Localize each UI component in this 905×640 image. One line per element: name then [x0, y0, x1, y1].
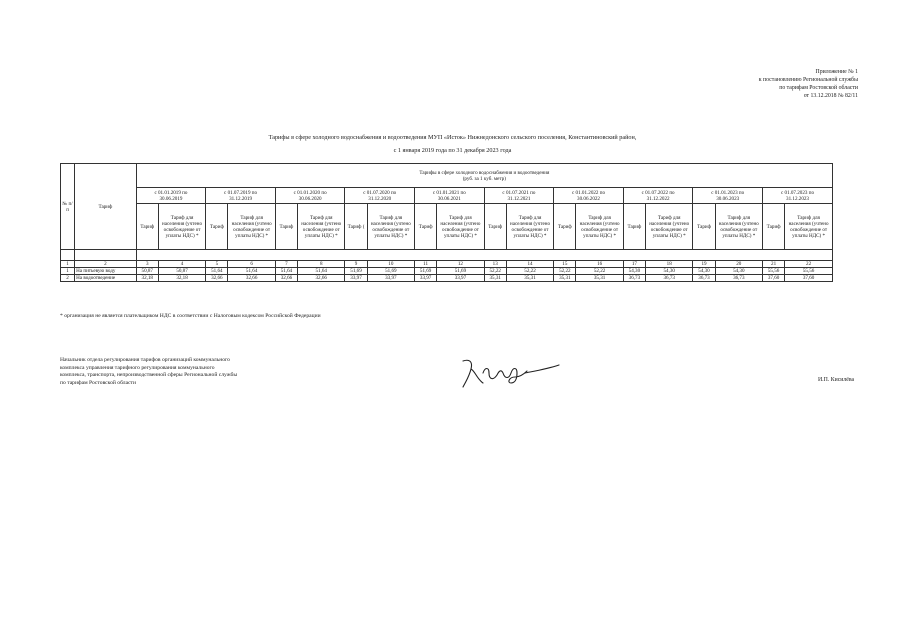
tariff-value: 51,69: [415, 268, 437, 275]
tariff-value: 54,30: [646, 268, 693, 275]
tariff-header: Тариф: [75, 164, 137, 250]
signer-position: [60, 357, 300, 387]
tariff-value: 51,69: [345, 268, 367, 275]
column-number: 4: [158, 261, 205, 268]
tariff-subheader: Тариф: [206, 204, 228, 250]
population-tariff-subheader: Тариф для населения (учтено освобождение от уплаты НДС) *: [158, 204, 205, 250]
population-tariff-subheader: Тариф для населения (учтено освобождение от уплаты НДС) *: [437, 204, 484, 250]
period-start: с 01.01.2019 по: [154, 189, 188, 196]
population-tariff-subheader: Тариф для населения (учтено освобождение от уплаты НДС) *: [367, 204, 414, 250]
period-end: 31.12.2020: [368, 195, 392, 202]
tariff-value: 51,64: [298, 268, 345, 275]
period-header: [763, 188, 833, 204]
document-title: Тарифы в сфере холодного водоснабжения и водоотведения МУП «Исток» Нижнедонского сельского поселения, Константиновский район,: [268, 134, 637, 141]
period-end: 30.06.2019: [159, 195, 183, 202]
period-header: [345, 188, 415, 204]
column-number: 21: [763, 261, 785, 268]
period-end: 30.06.2023: [716, 195, 740, 202]
tariff-subheader: Тариф: [415, 204, 437, 250]
tariff-value: 32,66: [298, 275, 345, 282]
column-number: 18: [646, 261, 693, 268]
tariff-subheader: Тариф: [763, 204, 785, 250]
tariff-value: 52,22: [576, 268, 623, 275]
tariff-value: 50,87: [136, 268, 158, 275]
tariff-subheader: Тариф: [554, 204, 576, 250]
period-header: [484, 188, 554, 204]
tariff-value: 55,56: [763, 268, 785, 275]
period-end: 31.12.2019: [229, 195, 252, 202]
appendix-line: к постановлению Региональной службы: [758, 77, 858, 83]
appendix-line: от 13.12.2018 № 82/11: [803, 93, 858, 99]
tariff-value: 54,30: [715, 268, 762, 275]
tariff-value: 33,97: [415, 275, 437, 282]
footnote: * организация не является плательщиком НДС в соответствии с Налоговым кодексом Российской Федерации: [60, 313, 321, 319]
period-start: с 01.07.2019 по: [224, 189, 258, 196]
column-number: 17: [623, 261, 645, 268]
tariff-value: 51,69: [437, 268, 484, 275]
period-header: [206, 188, 276, 204]
handwritten-signature: [455, 349, 565, 395]
document-period: с 1 января 2019 года по 31 декабря 2023 года: [393, 147, 512, 154]
column-number: 10: [367, 261, 414, 268]
num-header: № п/п: [61, 164, 75, 250]
appendix-block: [759, 68, 858, 100]
column-number: 14: [506, 261, 553, 268]
period-end: 31.12.2021: [507, 195, 531, 202]
signer-position-line: комплекса, транспорта, непроизводственной сферы Региональной службы: [60, 372, 238, 379]
period-start: с 01.07.2023 по: [780, 189, 814, 196]
period-header: [554, 188, 624, 204]
tariff-value: 33,97: [367, 275, 414, 282]
population-tariff-subheader: Тариф для населения (учтено освобождение от уплаты НДС) *: [576, 204, 623, 250]
tariff-value: 32,18: [158, 275, 205, 282]
period-end: 31.12.2022: [646, 195, 670, 202]
appendix-line: по тарифам Ростовской области: [779, 85, 858, 91]
column-number: 16: [576, 261, 623, 268]
column-number: 3: [136, 261, 158, 268]
tariff-value: 36,73: [623, 275, 645, 282]
signer-name: И.П. Кисилёва: [818, 377, 855, 383]
appendix-line: Приложение № 1: [815, 69, 858, 75]
tariff-value: 35,31: [576, 275, 623, 282]
period-start: с 01.07.2020 по: [363, 189, 397, 196]
population-tariff-subheader: Тариф для населения (учтено освобождение от уплаты НДС) *: [228, 204, 275, 250]
period-start: с 01.01.2022 по: [572, 189, 606, 196]
period-header: [415, 188, 485, 204]
period-header: [136, 188, 206, 204]
period-end: 30.06.2020: [298, 195, 322, 202]
tariff-value: 51,64: [228, 268, 275, 275]
population-tariff-subheader: Тариф для населения (учтено освобождение от уплаты НДС) *: [646, 204, 693, 250]
column-number: 7: [275, 261, 297, 268]
column-number: 12: [437, 261, 484, 268]
period-header: [693, 188, 763, 204]
column-number: 22: [785, 261, 833, 268]
period-header: [275, 188, 345, 204]
population-tariff-subheader: Тариф для населения (учтено освобождение от уплаты НДС) *: [785, 204, 833, 250]
tariff-value: 52,22: [506, 268, 553, 275]
group-header: [136, 164, 832, 188]
period-start: с 01.07.2022 по: [641, 189, 675, 196]
row-number: 1: [61, 268, 75, 275]
row-name: На водоотведение: [75, 275, 137, 282]
period-header: [623, 188, 693, 204]
tariff-value: 32,18: [136, 275, 158, 282]
row-number: 2: [61, 275, 75, 282]
tariff-subheader: Тариф: [693, 204, 715, 250]
column-number: 2: [75, 261, 137, 268]
tariff-table: [60, 163, 833, 282]
column-number: 11: [415, 261, 437, 268]
signer-position-line: по тарифам Ростовской области: [60, 379, 136, 386]
population-tariff-subheader: Тариф для населения (учтено освобождение от уплаты НДС) *: [298, 204, 345, 250]
column-number: 8: [298, 261, 345, 268]
tariff-value: 36,73: [693, 275, 715, 282]
column-number: 6: [228, 261, 275, 268]
column-number: 13: [484, 261, 506, 268]
tariff-value: 32,66: [206, 275, 228, 282]
period-end: 30.06.2021: [437, 195, 461, 202]
population-tariff-subheader: Тариф для населения (учтено освобождение от уплаты НДС) *: [715, 204, 762, 250]
tariff-value: 36,73: [715, 275, 762, 282]
signer-position-line: Начальник отдела регулирования тарифов организаций коммунального: [60, 357, 230, 363]
tariff-subheader: Тариф: [275, 204, 297, 250]
column-number: 1: [61, 261, 75, 268]
column-number: 9: [345, 261, 367, 268]
tariff-value: 54,30: [693, 268, 715, 275]
tariff-value: 33,97: [437, 275, 484, 282]
tariff-value: 32,66: [275, 275, 297, 282]
tariff-value: 52,22: [484, 268, 506, 275]
column-number: 15: [554, 261, 576, 268]
tariff-subheader: Тариф: [623, 204, 645, 250]
period-start: с 01.01.2021 по: [432, 189, 466, 196]
period-start: с 01.01.2023 по: [711, 189, 745, 196]
period-start: с 01.07.2021 по: [502, 189, 536, 196]
column-number: 5: [206, 261, 228, 268]
tariff-value: 37,60: [763, 275, 785, 282]
tariff-value: 35,31: [554, 275, 576, 282]
tariff-value: 51,64: [206, 268, 228, 275]
group-header-title: Тарифы в сфере холодного водоснабжения и водоотведения: [419, 169, 550, 176]
tariff-value: 52,22: [554, 268, 576, 275]
tariff-value: 36,73: [646, 275, 693, 282]
column-number: 19: [693, 261, 715, 268]
population-tariff-subheader: Тариф для населения (учтено освобождение от уплаты НДС) *: [506, 204, 553, 250]
signer-position-line: комплекса управления тарифного регулирования коммунального: [60, 364, 215, 371]
row-name: На питьевую воду: [75, 268, 137, 275]
table-row: [61, 275, 833, 282]
period-end: 31.12.2023: [786, 195, 809, 202]
table-row: [61, 268, 833, 275]
tariff-value: 35,31: [484, 275, 506, 282]
tariff-value: 37,60: [785, 275, 833, 282]
tariff-subheader: Тариф: [484, 204, 506, 250]
tariff-value: 54,30: [623, 268, 645, 275]
group-header-unit: (руб. за 1 куб. метр): [462, 175, 506, 182]
tariff-value: 33,97: [345, 275, 367, 282]
period-end: 30.06.2022: [577, 195, 600, 202]
tariff-value: 50,87: [158, 268, 205, 275]
period-start: с 01.01.2020 по: [293, 189, 327, 196]
tariff-value: 51,69: [367, 268, 414, 275]
tariff-subheader: Тариф (: [345, 204, 367, 250]
column-number: 20: [715, 261, 762, 268]
tariff-value: 32,66: [228, 275, 275, 282]
tariff-value: 35,31: [506, 275, 553, 282]
tariff-value: 55,56: [785, 268, 833, 275]
tariff-value: 51,64: [275, 268, 297, 275]
tariff-subheader: Тариф: [136, 204, 158, 250]
